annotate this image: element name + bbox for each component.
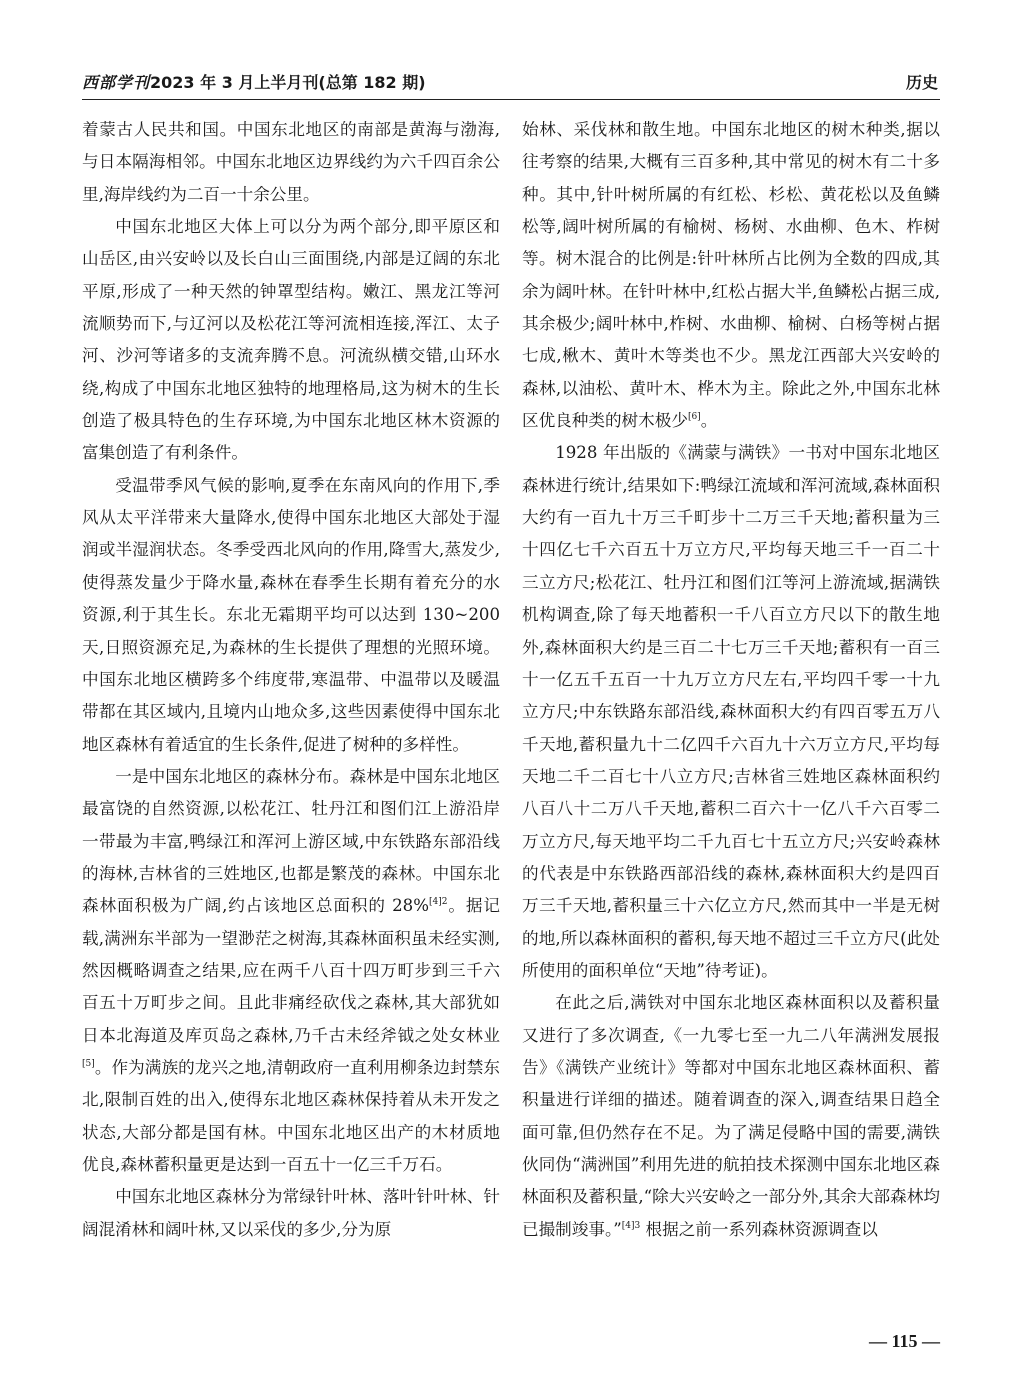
running-header [82, 68, 940, 98]
paragraph [522, 987, 940, 1246]
paragraph-text: 根据之前一系列森林资源调查以 [640, 1219, 878, 1239]
paragraph [82, 211, 500, 470]
paragraph-text: 在此之后,满铁对中国东北地区森林面积以及蓄积量又进行了多次调查,《一九零七至一九二八年满洲发展报告》《满铁产业统计》等都对中国东北地区森林面积、蓄积量进行详细的描述。随着调查的深入,调查结果日趋全面可靠,但仍然存在不足。为了满足侵略中国的需要,满铁伙同伪“满洲国”利用先进的航拍技术探测中国东北地区森林面积及蓄积量,“除大兴安岭之一部分外,其余大部森林均已撮制竣事。” [522, 993, 940, 1239]
paragraph [522, 437, 940, 987]
paragraph-text: 。作为满族的龙兴之地,清朝政府一直利用柳条边封禁东北,限制百姓的出入,使得东北地区森林保持着从未开发之状态,大部分都是国有林。中国东北地区出产的木材质地优良,森林蓄积量更是达到一百五十一亿三千万石。 [82, 1057, 500, 1174]
page-number: — 115 — [868, 1331, 940, 1351]
citation: [4]2 [428, 897, 448, 908]
issue-info: 2023 年 3 月上半月刊(总第 182 期) [150, 73, 426, 92]
header-rule [82, 99, 940, 100]
paragraph-text: 始林、采伐林和散生地。中国东北地区的树木种类,据以往考察的结果,大概有三百多种,其中常见的树木有二十多种。其中,针叶树所属的有红松、杉松、黄花松以及鱼鳞松等,阔叶树所属的有榆树、杨树、水曲柳、色木、柞树等。树木混合的比例是:针叶林所占比例为全数的四成,其余为阔叶林。在针叶林中,红松占据大半,鱼鳞松占据三成,其余极少;阔叶林中,柞树、水曲柳、榆树、白杨等树占据七成,楸木、黄叶木等类也不少。黑龙江西部大兴安岭的森林,以油松、黄叶木、桦木为主。除此之外,中国东北林区优良种类的树木极少 [522, 120, 940, 431]
paragraph [522, 114, 940, 437]
paragraph-text: 。据记载,满洲东半部为一望渺茫之树海,其森林面积虽未经实测,然因概略调查之结果,应在两千八百十四万町步到三千六百五十万町步之间。且此非痛经砍伐之森林,其大部犹如日本北海道及库页岛之森林,乃千古未经斧钺之处女林业 [82, 896, 501, 1045]
journal-logo: 西部学刊 [82, 73, 151, 92]
paragraph [82, 114, 500, 211]
citation: [4]3 [621, 1220, 641, 1231]
paragraph-text: 1928 年出版的《满蒙与满铁》一书对中国东北地区森林进行统计,结果如下:鸭绿江流域和浑河流域,森林面积大约有一百九十万三千町步十二万三千天地;蓄积量为三十四亿七千六百五十万立方尺,平均每天地三千一百二十三立方尺;松花江、牡丹江和图们江等河上游流域,据满铁机构调查,除了每天地蓄积一千八百立方尺以下的散生地外,森林面积大约是三百二十七万三千天地;蓄积有一百三十一亿五千五百一十九万立方尺左右,平均四千零一十九立方尺;中东铁路东部沿线,森林面积大约有四百零五万八千天地,蓄积量九十二亿四千六百九十六万立方尺,平均每天地二千二百七十八立方尺;吉林省三姓地区森林面积约八百八十二万八千天地,蓄积二百六十一亿八千六百零二万立方尺,每天地平均二千九百七十五立方尺;兴安岭森林的代表是中东铁路西部沿线的森林,森林面积大约是四百万三千天地,蓄积量三十六亿立方尺,然而其中一半是无树的地,所以森林面积的蓄积,每天地不超过三千立方尺(此处所使用的面积单位“天地”待考证)。 [522, 443, 940, 980]
citation: [6] [687, 412, 701, 423]
left-column [82, 114, 500, 1246]
paragraph [82, 761, 500, 1181]
paragraph [82, 470, 500, 761]
paragraph-text: 受温带季风气候的影响,夏季在东南风向的作用下,季风从太平洋带来大量降水,使得中国东北地区大部处于湿润或半湿润状态。冬季受西北风向的作用,降雪大,蒸发少,使得蒸发量少于降水量,森林在春季生长期有着充分的水资源,利于其生长。东北无霜期平均可以达到 130~200 天,日照资源充足,为森林的生长提供了理想的光照环境。中国东北地区横跨多个纬度带,寒温带、中温带以及暖温带都在其区域内,且境内山地众多,这些因素使得中国东北地区森林有着适宜的生长条件,促进了树种的多样性。 [82, 475, 500, 754]
header-left [82, 70, 426, 93]
paragraph-text: 中国东北地区大体上可以分为两个部分,即平原区和山岳区,由兴安岭以及长白山三面围绕,内部是辽阔的东北平原,形成了一种天然的钟罩型结构。嫩江、黑龙江等河流顺势而下,与辽河以及松花江等河流相连接,浑江、太子河、沙河等诸多的支流奔腾不息。河流纵横交错,山环水绕,构成了中国东北地区独特的地理格局,这为树木的生长创造了极具特色的生存环境,为中国东北地区林木资源的富集创造了有利条件。 [82, 217, 500, 463]
paragraph-text: 着蒙古人民共和国。中国东北地区的南部是黄海与渤海,与日本隔海相邻。中国东北地区边界线约为六千四百余公里,海岸线约为二百一十余公里。 [82, 120, 500, 204]
right-column [522, 114, 940, 1246]
citation: [5] [82, 1058, 95, 1069]
section-title: 历史 [905, 73, 938, 92]
paragraph-text: 一是中国东北地区的森林分布。森林是中国东北地区最富饶的自然资源,以松花江、牡丹江和图们江上游沿岸一带最为丰富,鸭绿江和浑河上游区域,中东铁路东部沿线的海林,吉林省的三姓地区,也都是繁茂的森林。中国东北森林面积极为广阔,约占该地区总面积的 28% [82, 766, 500, 916]
paragraph-text: 中国东北地区森林分为常绿针叶林、落叶针叶林、针阔混淆林和阔叶林,又以采伐的多少,分为原 [82, 1187, 500, 1239]
paragraph [82, 1181, 500, 1246]
paragraph-text: 。 [700, 411, 718, 431]
